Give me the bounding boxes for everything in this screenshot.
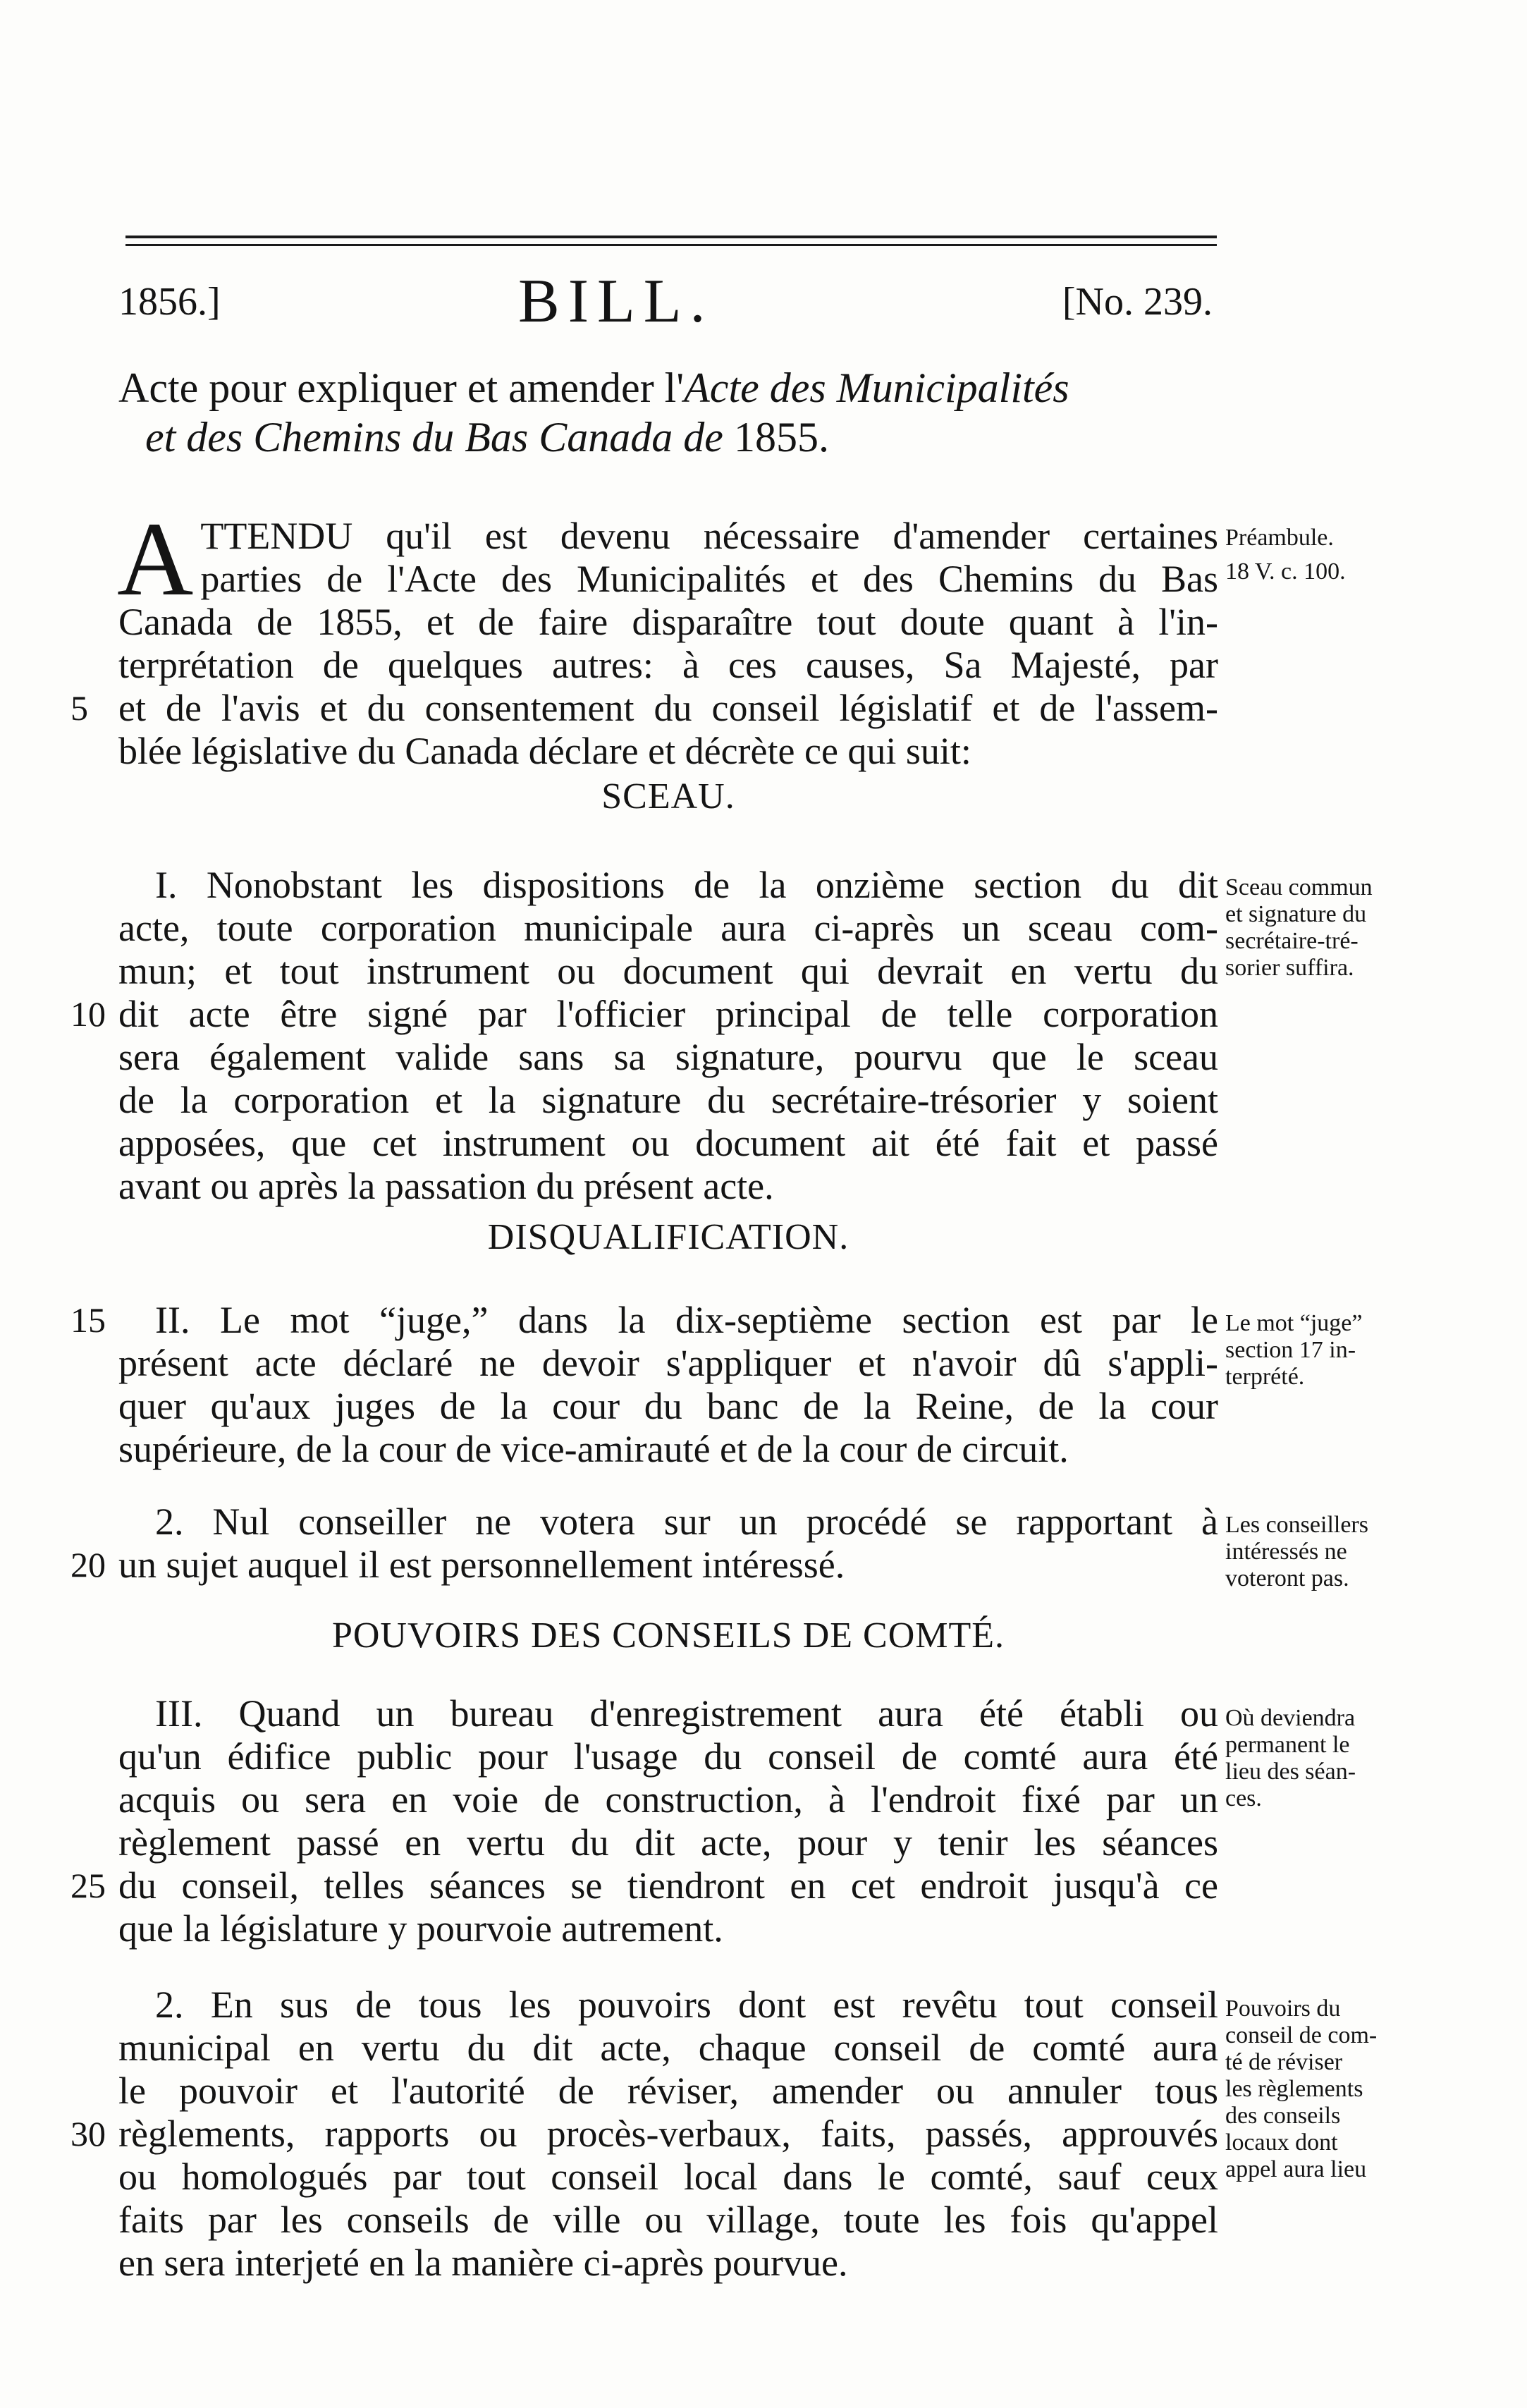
bill-label: BILL. <box>518 267 714 336</box>
section-1 <box>118 864 1218 1208</box>
text-line: que la législature y pourvoie autrement. <box>118 1907 723 1950</box>
title-line1: Acte pour expliquer et amender l'Acte des Municipalités <box>118 365 1069 411</box>
margin-note-conseillers: Les conseillers intéressés ne voteront pas. <box>1225 1512 1368 1591</box>
section-3 <box>118 1692 1218 1950</box>
heading-pouvoirs: POUVOIRS DES CONSEILS DE COMTÉ. <box>331 1615 1005 1656</box>
text-line: III. Quand un bureau d'enregistrement aura été établi ou <box>155 1692 1218 1735</box>
margin-note-lieu: Où deviendra permanent le lieu des séan- ces. <box>1225 1705 1356 1811</box>
text-line: quer qu'aux juges de la cour du banc de la Reine, de la cour <box>118 1385 1218 1427</box>
text-line: avant ou après la passation du présent acte. <box>118 1165 774 1207</box>
text-line: ou homologués par tout conseil local dans le comté, sauf ceux <box>118 2156 1218 2198</box>
margin-note-preamble: Préambule. 18 V. c. 100. <box>1225 525 1346 585</box>
text-line: Canada de 1855, et de faire disparaître tout doute quant à l'in- <box>118 601 1218 643</box>
text-line: terprétation de quelques autres: à ces causes, Sa Majesté, par <box>118 644 1218 686</box>
drop-cap: A <box>117 501 194 618</box>
heading-sceau: SCEAU. <box>601 776 735 817</box>
text-line: II. Le mot “juge,” dans la dix-septième section est par le <box>155 1299 1218 1341</box>
text-line: 2. En sus de tous les pouvoirs dont est revêtu tout conseil <box>155 1984 1218 2026</box>
line-number: 25 <box>70 1866 106 1905</box>
text-line: acte, toute corporation municipale aura ci-après un sceau com- <box>118 907 1218 949</box>
text-line: municipal en vertu du dit acte, chaque conseil de comté aura <box>118 2027 1218 2069</box>
text-line: acquis ou sera en voie de construction, à l'endroit fixé par un <box>118 1778 1218 1821</box>
text-line: dit acte être signé par l'officier principal de telle corporation <box>118 993 1218 1035</box>
preamble-paragraph <box>117 501 1218 773</box>
text-line: le pouvoir et l'autorité de réviser, amender ou annuler tous <box>118 2070 1218 2112</box>
bill-title <box>118 363 1218 462</box>
text-line: en sera interjeté en la manière ci-après pourvue. <box>118 2242 848 2284</box>
bill-year: 1856.] <box>118 280 221 324</box>
text-line: de la corporation et la signature du secrétaire-trésorier y soient <box>118 1079 1218 1121</box>
text-line: parties de l'Acte des Municipalités et des Chemins du Bas <box>200 558 1218 600</box>
text-line: TTENDU qu'il est devenu nécessaire d'amender certaines <box>200 515 1218 557</box>
section-2 <box>118 1299 1218 1471</box>
text-line: 2. Nul conseiller ne votera sur un procédé se rapportant à <box>155 1501 1218 1543</box>
line-number: 10 <box>70 994 106 1034</box>
margin-note-sceau: Sceau commun et signature du secrétaire-tré- sorier suffira. <box>1225 874 1373 981</box>
text-line: sera également valide sans sa signature, pourvu que le sceau <box>118 1036 1218 1078</box>
text-line: règlements, rapports ou procès-verbaux, faits, passés, approuvés <box>118 2113 1218 2155</box>
text-line: présent acte déclaré ne devoir s'appliquer et n'avoir dû s'appli- <box>118 1342 1218 1384</box>
bill-number: [No. 239. <box>1062 280 1213 324</box>
text-line: qu'un édifice public pour l'usage du conseil de comté aura été <box>118 1735 1218 1778</box>
heading-disqualification: DISQUALIFICATION. <box>487 1217 850 1257</box>
line-number: 20 <box>70 1545 106 1584</box>
title-line2: et des Chemins du Bas Canada de 1855. <box>145 414 829 460</box>
text-line: faits par les conseils de ville ou village, toute les fois qu'appel <box>118 2199 1218 2241</box>
text-line: et de l'avis et du consentement du conseil législatif et de l'assem- <box>118 687 1218 729</box>
line-number: 5 <box>70 688 88 728</box>
text-line: supérieure, de la cour de vice-amirauté et de la cour de circuit. <box>118 1428 1069 1470</box>
margin-note-pouvoirs: Pouvoirs du conseil de com- té de réviser les règlements des conseils locaux dont appel aura lieu <box>1225 1996 1378 2182</box>
text-line: du conseil, telles séances se tiendront en cet endroit jusqu'à ce <box>118 1864 1218 1907</box>
header-rule-top <box>125 236 1217 238</box>
text-line: I. Nonobstant les dispositions de la onzième section du dit <box>155 864 1218 906</box>
line-number: 15 <box>70 1300 106 1340</box>
line-number: 30 <box>70 2114 106 2153</box>
text-line: apposées, que cet instrument ou document ait été fait et passé <box>118 1122 1218 1164</box>
text-line: blée législative du Canada déclare et décrète ce qui suit: <box>118 730 971 772</box>
text-line: mun; et tout instrument ou document qui devrait en vertu du <box>118 950 1218 992</box>
margin-note-juge: Le mot “juge” section 17 in- terprété. <box>1225 1310 1363 1390</box>
section-3-subsection-2 <box>118 1984 1218 2285</box>
header-rule-bottom <box>125 244 1217 246</box>
text-line: règlement passé en vertu du dit acte, pour y tenir les séances <box>118 1821 1218 1864</box>
text-line: un sujet auquel il est personnellement intéressé. <box>118 1544 845 1586</box>
section-2-subsection-2 <box>118 1501 1218 1587</box>
